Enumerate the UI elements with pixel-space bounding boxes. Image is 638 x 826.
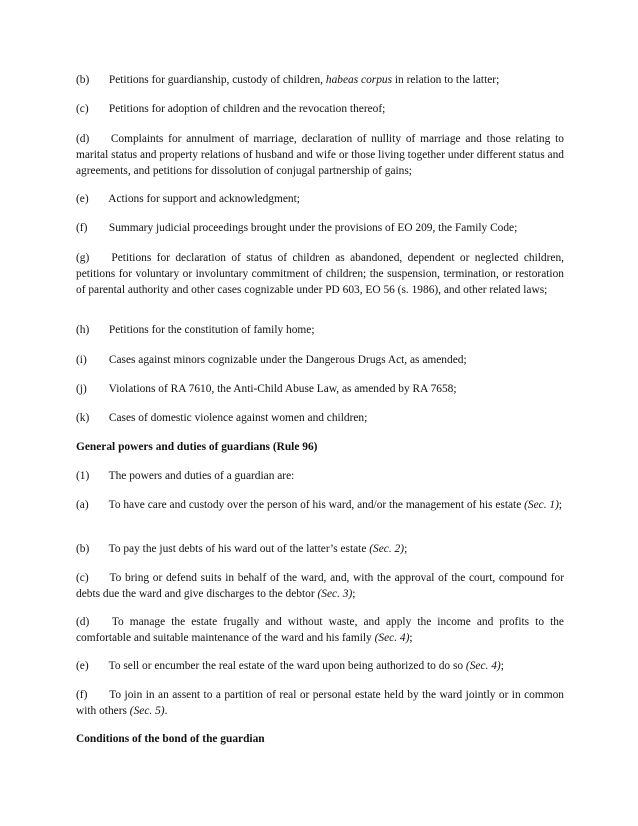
item-label: (d) bbox=[76, 616, 90, 628]
punctuation: ; bbox=[500, 660, 504, 672]
item-text: Petitions for adoption of children and the revocation thereof; bbox=[108, 103, 386, 115]
item-label: (f) bbox=[76, 222, 88, 234]
item-text: Petitions for the constitution of family home; bbox=[108, 324, 315, 336]
duty-c bbox=[76, 570, 564, 602]
section-citation: (Sec. 5) bbox=[129, 705, 165, 717]
item-text: To manage the estate frugally and without waste, and apply the income and profits to the comfortable and suitable maintenance of the ward and his family bbox=[76, 616, 564, 644]
item-text: Summary judicial proceedings brought under the provisions of EO 209, the Family Code; bbox=[108, 222, 518, 234]
punctuation: ; bbox=[409, 632, 413, 644]
duty-f bbox=[76, 687, 564, 719]
section-citation: (Sec. 3) bbox=[317, 588, 353, 600]
item-label: (e) bbox=[76, 660, 89, 672]
item-text: Cases against minors cognizable under the Dangerous Drugs Act, as amended; bbox=[108, 354, 467, 366]
item-j bbox=[76, 381, 564, 397]
item-text: To bring or defend suits in behalf of the ward, and, with the approval of the court, compound for debts due the ward and give discharges to the debtor bbox=[76, 572, 564, 600]
item-label: (f) bbox=[76, 689, 88, 701]
item-text: in relation to the latter; bbox=[392, 74, 500, 86]
item-label: (k) bbox=[76, 412, 90, 424]
item-e bbox=[76, 191, 564, 207]
item-g bbox=[76, 250, 564, 298]
item-text: Actions for support and acknowledgment; bbox=[108, 193, 300, 205]
item-text: To have care and custody over the person of his ward, and/or the management of his estate bbox=[108, 499, 525, 511]
section-citation: (Sec. 4) bbox=[465, 660, 501, 672]
duty-e bbox=[76, 658, 564, 674]
punctuation: ; bbox=[404, 543, 408, 555]
item-text: Petitions for declaration of status of children as abandoned, dependent or neglected children, petitions for voluntary or involuntary commitment of children; the suspension, termination, or restoration of parental authority and other cases cognizable under PD 603, EO 56 (s. 1986), and other related laws; bbox=[76, 252, 564, 296]
section-citation: (Sec. 2) bbox=[369, 543, 405, 555]
punctuation: ; bbox=[558, 499, 563, 511]
item-label: (a) bbox=[76, 499, 89, 511]
item-label: (1) bbox=[76, 470, 90, 482]
item-f bbox=[76, 220, 564, 236]
item-label: (b) bbox=[76, 74, 90, 86]
item-i bbox=[76, 352, 564, 368]
item-b bbox=[76, 72, 564, 88]
item-label: (d) bbox=[76, 133, 90, 145]
item-label: (i) bbox=[76, 354, 87, 366]
item-k bbox=[76, 410, 564, 426]
item-label: (b) bbox=[76, 543, 90, 555]
punctuation: . bbox=[164, 705, 168, 717]
item-c bbox=[76, 101, 564, 117]
item-label: (g) bbox=[76, 252, 90, 264]
duty-b bbox=[76, 541, 564, 557]
item-label: (c) bbox=[76, 103, 89, 115]
item-label: (e) bbox=[76, 193, 89, 205]
duty-d bbox=[76, 614, 564, 646]
item-text: Violations of RA 7610, the Anti-Child Abuse Law, as amended by RA 7658; bbox=[108, 383, 457, 395]
punctuation: ; bbox=[352, 588, 356, 600]
item-text: Petitions for guardianship, custody of children, bbox=[108, 74, 326, 86]
item-text: The powers and duties of a guardian are: bbox=[108, 470, 295, 482]
duty-a bbox=[76, 497, 564, 513]
item-text: To pay the just debts of his ward out of the latter’s estate bbox=[108, 543, 370, 555]
item-label: (c) bbox=[76, 572, 89, 584]
item-d bbox=[76, 131, 564, 179]
section-heading-bond: Conditions of the bond of the guardian bbox=[76, 733, 265, 745]
item-h bbox=[76, 322, 564, 338]
section-citation: (Sec. 1) bbox=[524, 499, 559, 511]
section-heading-powers: General powers and duties of guardians (Rule 96) bbox=[76, 441, 318, 453]
item-italic: habeas corpus bbox=[325, 74, 393, 86]
item-label: (j) bbox=[76, 383, 87, 395]
section-citation: (Sec. 4) bbox=[374, 632, 410, 644]
item-label: (h) bbox=[76, 324, 90, 336]
duty-intro bbox=[76, 468, 564, 484]
item-text: Cases of domestic violence against women and children; bbox=[108, 412, 368, 424]
item-text: To join in an assent to a partition of real or personal estate held by the ward jointly or in common with others bbox=[76, 689, 564, 717]
item-text: To sell or encumber the real estate of the ward upon being authorized to do so bbox=[108, 660, 466, 672]
item-text: Complaints for annulment of marriage, declaration of nullity of marriage and those relating to marital status and property relations of husband and wife or those living together under different status and agreements, and petitions for dissolution of conjugal partnership of gains; bbox=[76, 133, 564, 177]
